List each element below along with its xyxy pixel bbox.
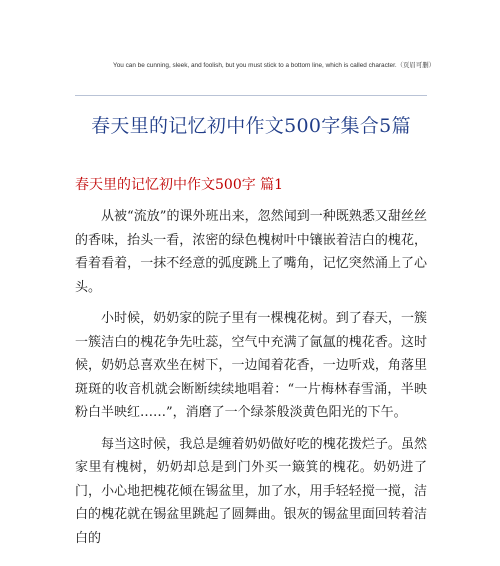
paragraph: 小时候，奶奶家的院子里有一棵槐花树。到了春天，一簇一簇洁白的槐花争先吐蕊，空气中充满了氤氲的槐花香。这时候，奶奶总喜欢坐在树下，一边闻着花香，一边听戏，角落里斑斑的收音机就会断断续续地唱着：“一片梅林春雪涌，半映粉白半映红……”，消磨了一个绿茶般淡黄色阳光的下午。 xyxy=(75,311,427,420)
paragraph: 每当这时候，我总是缠着奶奶做好吃的槐花拨烂子。虽然家里有槐树，奶奶却总是到门外买一簸箕的槐花。奶奶进了门，小心地把槐花倾在锡盆里，加了水，用手轻轻搅一搅，洁白的槐花就在锡盆里跳起了圆舞曲。银灰的锡盆里面回转着洁白的 xyxy=(75,436,427,546)
document-title: 春天里的记忆初中作文500字集合5篇 xyxy=(91,115,411,137)
paragraph: 从被“流放”的课外班出来，忽然闻到一种既熟悉又甜丝丝的香味，抬头一看，浓密的绿色槐树叶中镶嵌着洁白的槐花，看着看着，一抹不经意的弧度跳上了嘴角，记忆突然涌上了心头。 xyxy=(75,209,427,295)
body-text xyxy=(75,205,427,558)
section-heading: 春天里的记忆初中作文500字 篇1 xyxy=(75,177,284,193)
header-divider xyxy=(75,95,427,96)
page-header-note: You can be cunning, sleek, and foolish, but you must stick to a bottom line, which is called character.（页眉可删） xyxy=(113,62,435,69)
